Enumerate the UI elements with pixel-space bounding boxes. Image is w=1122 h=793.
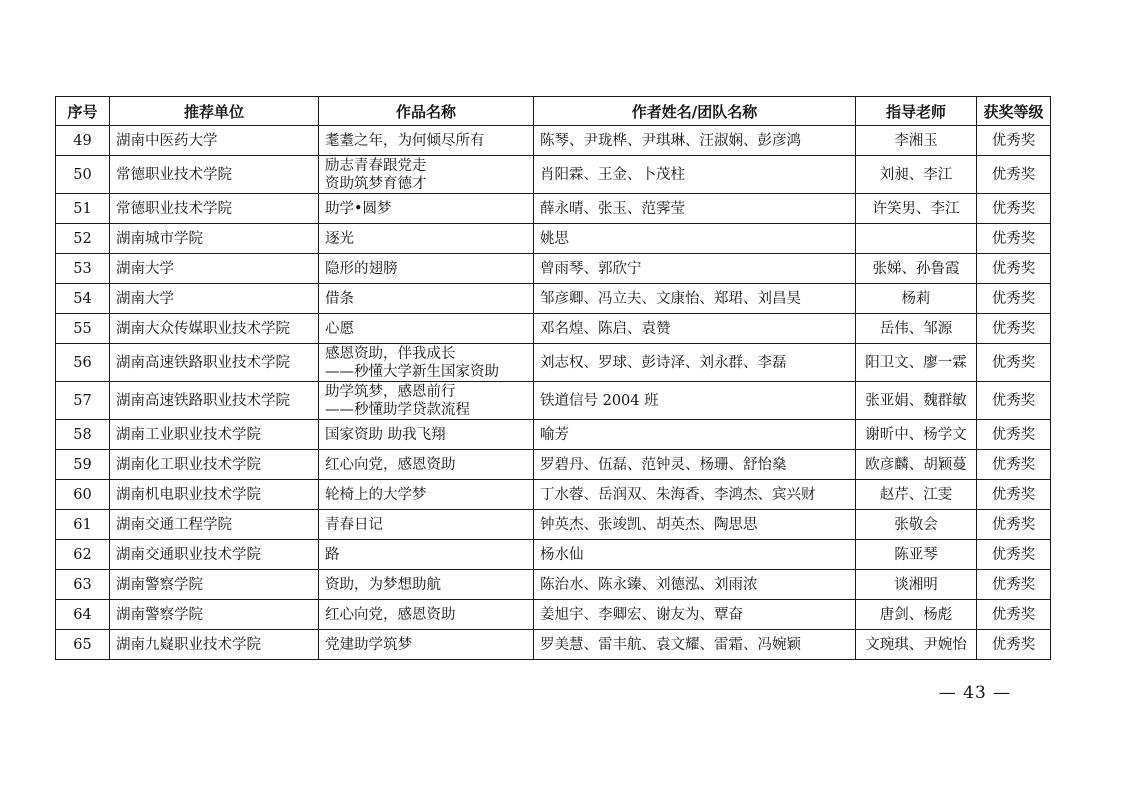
- cell-advisor: 阳卫文、廖一霖: [856, 344, 977, 382]
- cell-title-line: 助学•圆梦: [325, 200, 392, 217]
- cell-num: 62: [56, 540, 110, 570]
- cell-title-line: 青春日记: [325, 516, 383, 533]
- table-row: [56, 420, 1051, 450]
- cell-award: 优秀奖: [977, 254, 1051, 284]
- cell-advisor: 岳伟、邹源: [856, 314, 977, 344]
- cell-unit: 湖南九嶷职业技术学院: [110, 630, 319, 660]
- cell-authors: 杨水仙: [534, 540, 856, 570]
- table-row: [56, 630, 1051, 660]
- cell-unit: 湖南城市学院: [110, 224, 319, 254]
- cell-title: [319, 344, 534, 382]
- cell-advisor: 刘昶、李江: [856, 156, 977, 194]
- cell-authors: 邓名煌、陈启、袁赞: [534, 314, 856, 344]
- cell-title: [319, 126, 534, 156]
- cell-authors: 喻芳: [534, 420, 856, 450]
- cell-title-line: 路: [325, 546, 340, 563]
- cell-title: [319, 600, 534, 630]
- cell-num: 56: [56, 344, 110, 382]
- cell-title-line: 国家资助 助我飞翔: [325, 426, 446, 443]
- cell-title: [319, 314, 534, 344]
- cell-title: [319, 420, 534, 450]
- cell-award: 优秀奖: [977, 420, 1051, 450]
- header-award: 获奖等级: [977, 97, 1051, 126]
- cell-authors: 罗碧丹、伍磊、范钟灵、杨珊、舒怡燊: [534, 450, 856, 480]
- cell-advisor: 陈亚琴: [856, 540, 977, 570]
- cell-advisor: 赵芹、江雯: [856, 480, 977, 510]
- table-row: [56, 194, 1051, 224]
- cell-authors: 肖阳霖、王金、卜茂柱: [534, 156, 856, 194]
- cell-authors: 陈治水、陈永臻、刘德泓、刘雨浓: [534, 570, 856, 600]
- cell-num: 53: [56, 254, 110, 284]
- cell-advisor: 张敬会: [856, 510, 977, 540]
- cell-num: 54: [56, 284, 110, 314]
- header-advisor: 指导老师: [856, 97, 977, 126]
- cell-title-line: 轮椅上的大学梦: [325, 486, 427, 503]
- cell-authors: 姚思: [534, 224, 856, 254]
- cell-title-line: 借条: [325, 290, 354, 307]
- cell-num: 64: [56, 600, 110, 630]
- cell-award: 优秀奖: [977, 224, 1051, 254]
- cell-advisor: 李湘玉: [856, 126, 977, 156]
- table-row: [56, 570, 1051, 600]
- cell-authors: 陈琴、尹珑桦、尹琪琳、汪淑娴、彭彦鸿: [534, 126, 856, 156]
- cell-title: [319, 630, 534, 660]
- cell-num: 63: [56, 570, 110, 600]
- cell-authors: 钟英杰、张竣凯、胡英杰、陶思思: [534, 510, 856, 540]
- awards-table: [55, 96, 1051, 660]
- cell-title-line: 隐形的翅膀: [325, 260, 398, 277]
- cell-award: 优秀奖: [977, 382, 1051, 420]
- cell-title: [319, 382, 534, 420]
- cell-title-line: 耄耋之年，为何倾尽所有: [325, 132, 485, 149]
- table-body: [56, 126, 1051, 660]
- cell-title: [319, 254, 534, 284]
- page-number: — 43 —: [938, 683, 1012, 703]
- cell-num: 59: [56, 450, 110, 480]
- cell-authors: 丁水蓉、岳润双、朱海香、李鸿杰、宾兴财: [534, 480, 856, 510]
- cell-award: 优秀奖: [977, 344, 1051, 382]
- cell-title: [319, 156, 534, 194]
- cell-award: 优秀奖: [977, 540, 1051, 570]
- cell-title: [319, 540, 534, 570]
- cell-title-line: ——秒懂大学新生国家资助: [325, 363, 499, 380]
- cell-advisor: 欧彦麟、胡颖蔓: [856, 450, 977, 480]
- table-row: [56, 224, 1051, 254]
- cell-title: [319, 224, 534, 254]
- table-row: [56, 510, 1051, 540]
- cell-unit: 湖南交通职业技术学院: [110, 540, 319, 570]
- cell-advisor: 张亚娟、魏群敏: [856, 382, 977, 420]
- cell-unit: 常德职业技术学院: [110, 194, 319, 224]
- cell-title-line: 红心向党，感恩资助: [325, 456, 456, 473]
- cell-unit: 湖南大学: [110, 254, 319, 284]
- table-row: [56, 254, 1051, 284]
- cell-authors: 姜旭宇、李卿宏、谢友为、覃奋: [534, 600, 856, 630]
- cell-title-line: 心愿: [325, 320, 354, 337]
- cell-unit: 常德职业技术学院: [110, 156, 319, 194]
- cell-title-line: 党建助学筑梦: [325, 636, 412, 653]
- cell-unit: 湖南大学: [110, 284, 319, 314]
- cell-unit: 湖南化工职业技术学院: [110, 450, 319, 480]
- cell-unit: 湖南警察学院: [110, 570, 319, 600]
- cell-award: 优秀奖: [977, 630, 1051, 660]
- cell-title: [319, 284, 534, 314]
- cell-award: 优秀奖: [977, 510, 1051, 540]
- table-row: [56, 344, 1051, 382]
- header-num: 序号: [56, 97, 110, 126]
- table-header-row: [56, 97, 1051, 126]
- cell-award: 优秀奖: [977, 450, 1051, 480]
- table-row: [56, 450, 1051, 480]
- cell-title-line: 感恩资助，伴我成长: [325, 345, 456, 362]
- cell-advisor: 唐剑、杨彪: [856, 600, 977, 630]
- table-row: [56, 540, 1051, 570]
- header-unit: 推荐单位: [110, 97, 319, 126]
- table-row: [56, 600, 1051, 630]
- header-authors: 作者姓名/团队名称: [534, 97, 856, 126]
- cell-num: 52: [56, 224, 110, 254]
- table-row: [56, 156, 1051, 194]
- cell-num: 58: [56, 420, 110, 450]
- cell-award: 优秀奖: [977, 194, 1051, 224]
- table-row: [56, 480, 1051, 510]
- cell-award: 优秀奖: [977, 600, 1051, 630]
- cell-num: 65: [56, 630, 110, 660]
- cell-unit: 湖南高速铁路职业技术学院: [110, 382, 319, 420]
- cell-unit: 湖南工业职业技术学院: [110, 420, 319, 450]
- cell-award: 优秀奖: [977, 126, 1051, 156]
- cell-unit: 湖南中医药大学: [110, 126, 319, 156]
- cell-authors: 邹彦卿、冯立夫、文康怡、郑珺、刘昌昊: [534, 284, 856, 314]
- cell-unit: 湖南警察学院: [110, 600, 319, 630]
- cell-title: [319, 570, 534, 600]
- cell-title: [319, 194, 534, 224]
- cell-advisor: 许笑男、李江: [856, 194, 977, 224]
- cell-num: 49: [56, 126, 110, 156]
- cell-advisor: 杨莉: [856, 284, 977, 314]
- cell-award: 优秀奖: [977, 284, 1051, 314]
- cell-advisor: 谈湘明: [856, 570, 977, 600]
- table-row: [56, 126, 1051, 156]
- cell-title-line: 助学筑梦，感恩前行: [325, 383, 456, 400]
- cell-num: 55: [56, 314, 110, 344]
- cell-title-line: ——秒懂助学贷款流程: [325, 401, 470, 418]
- cell-award: 优秀奖: [977, 480, 1051, 510]
- cell-unit: 湖南大众传媒职业技术学院: [110, 314, 319, 344]
- cell-num: 50: [56, 156, 110, 194]
- cell-award: 优秀奖: [977, 156, 1051, 194]
- cell-authors: 刘志权、罗球、彭诗泽、刘永群、李磊: [534, 344, 856, 382]
- cell-unit: 湖南高速铁路职业技术学院: [110, 344, 319, 382]
- cell-unit: 湖南交通工程学院: [110, 510, 319, 540]
- table-row: [56, 382, 1051, 420]
- cell-num: 61: [56, 510, 110, 540]
- cell-advisor: 谢昕中、杨学文: [856, 420, 977, 450]
- cell-advisor: [856, 224, 977, 254]
- cell-title: [319, 450, 534, 480]
- cell-num: 51: [56, 194, 110, 224]
- cell-title: [319, 510, 534, 540]
- cell-authors: 曾雨琴、郭欣宁: [534, 254, 856, 284]
- cell-title-line: 资助筑梦育德才: [325, 175, 427, 192]
- cell-authors: 铁道信号 2004 班: [534, 382, 856, 420]
- cell-authors: 罗美慧、雷丰航、袁文耀、雷霜、冯婉颖: [534, 630, 856, 660]
- header-title: 作品名称: [319, 97, 534, 126]
- table-row: [56, 314, 1051, 344]
- cell-award: 优秀奖: [977, 570, 1051, 600]
- cell-num: 57: [56, 382, 110, 420]
- cell-authors: 薛永晴、张玉、范霁莹: [534, 194, 856, 224]
- cell-title-line: 励志青春跟党走: [325, 157, 427, 174]
- cell-unit: 湖南机电职业技术学院: [110, 480, 319, 510]
- cell-title: [319, 480, 534, 510]
- table-row: [56, 284, 1051, 314]
- cell-title-line: 资助，为梦想助航: [325, 576, 441, 593]
- cell-num: 60: [56, 480, 110, 510]
- cell-advisor: 张娣、孙鲁霞: [856, 254, 977, 284]
- cell-title-line: 逐光: [325, 230, 354, 247]
- cell-title-line: 红心向党，感恩资助: [325, 606, 456, 623]
- cell-advisor: 文琬琪、尹婉怡: [856, 630, 977, 660]
- cell-award: 优秀奖: [977, 314, 1051, 344]
